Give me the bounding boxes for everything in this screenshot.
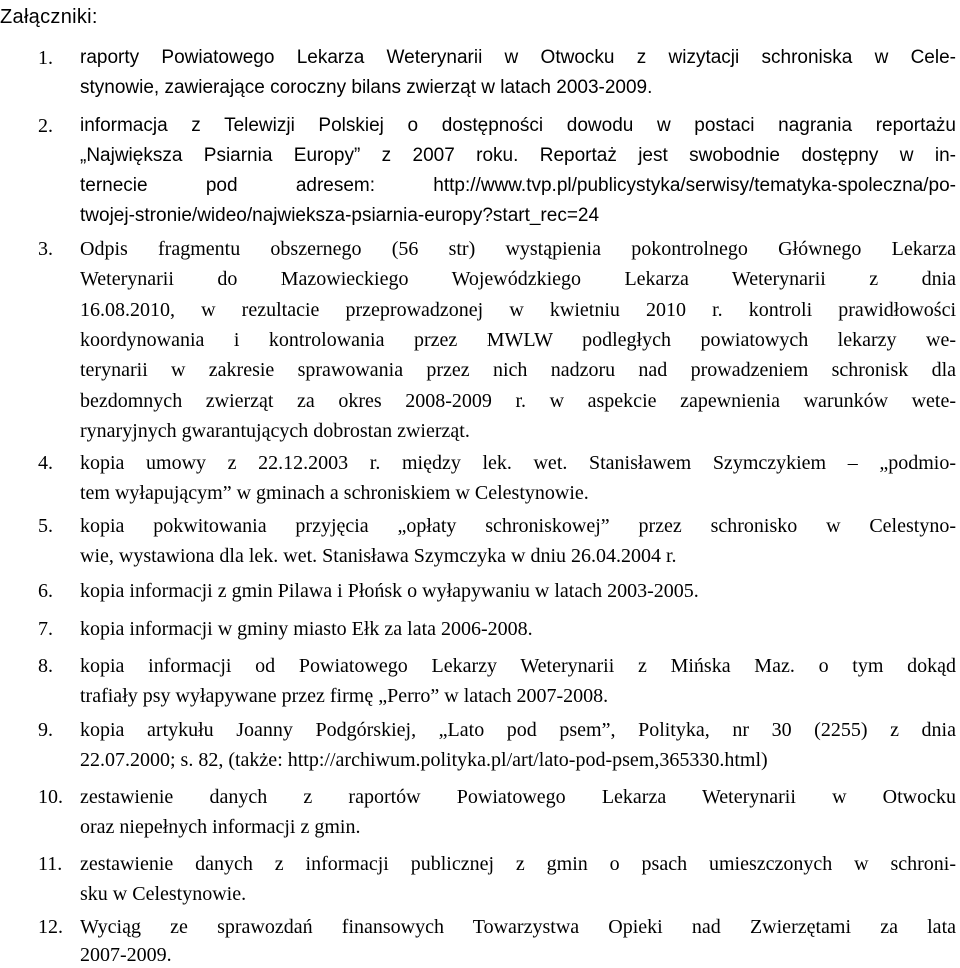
item-number: 3.: [38, 238, 53, 260]
item-line: Wyciąg ze sprawozdań finansowych Towarzystwa Opieki nad Zwierzętami za lata: [80, 916, 956, 938]
item-line: bezdomnych zwierząt za okres 2008-2009 r. w aspekcie zapewnienia warunków wete-: [80, 390, 956, 412]
item-number: 1.: [38, 47, 53, 69]
item-line: sku w Celestynowie.: [80, 883, 247, 905]
item-number: 5.: [38, 515, 53, 537]
item-number: 10.: [38, 786, 63, 808]
item-line: „Największa Psiarnia Europy” z 2007 roku. Reportaż jest swobodnie dostępny w in-: [80, 145, 956, 166]
item-number: 8.: [38, 655, 53, 677]
item-line: stynowie, zawierające coroczny bilans zwierząt w latach 2003-2009.: [80, 77, 653, 98]
item-number: 9.: [38, 719, 53, 741]
item-line: kopia informacji z gmin Pilawa i Płońsk o wyłapywaniu w latach 2003-2005.: [80, 580, 699, 602]
item-line: wie, wystawiona dla lek. wet. Stanisława Szymczyka w dniu 26.04.2004 r.: [80, 545, 677, 567]
item-line: raporty Powiatowego Lekarza Weterynarii w Otwocku z wizytacji schroniska w Cele-: [80, 47, 956, 68]
item-line: 16.08.2010, w rezultacie przeprowadzonej w kwietniu 2010 r. kontroli prawidłowości: [80, 299, 956, 321]
item-line: Odpis fragmentu obszernego (56 str) wystąpienia pokontrolnego Głównego Lekarza: [80, 238, 956, 260]
item-line: zestawienie danych z informacji publicznej z gmin o psach umieszczonych w schroni-: [80, 853, 956, 875]
item-line: oraz niepełnych informacji z gmin.: [80, 816, 361, 838]
item-line: zestawienie danych z raportów Powiatowego Lekarza Weterynarii w Otwocku: [80, 786, 956, 808]
item-line: 2007-2009.: [80, 944, 172, 966]
item-line: 22.07.2000; s. 82, (także: http://archiwum.polityka.pl/art/lato-pod-psem,365330.html): [80, 749, 768, 771]
item-line: kopia informacji od Powiatowego Lekarzy Weterynarii z Mińska Maz. o tym dokąd: [80, 655, 956, 677]
item-line: kopia informacji w gminy miasto Ełk za lata 2006-2008.: [80, 618, 533, 640]
item-line: twojej-stronie/wideo/najwieksza-psiarnia-europy?start_rec=24: [80, 205, 600, 226]
item-line: rynaryjnych gwarantujących dobrostan zwierząt.: [80, 420, 470, 442]
item-line: Weterynarii do Mazowieckiego Wojewódzkiego Lekarza Weterynarii z dnia: [80, 268, 956, 290]
item-line: kopia artykułu Joanny Podgórskiej, „Lato pod psem”, Polityka, nr 30 (2255) z dnia: [80, 719, 956, 741]
item-line: ternecie pod adresem: http://www.tvp.pl/publicystyka/serwisy/tematyka-spoleczna/po-: [80, 175, 956, 196]
item-number: 11.: [38, 853, 63, 875]
item-line: kopia pokwitowania przyjęcia „opłaty schroniskowej” przez schronisko w Celestyno-: [80, 515, 956, 537]
item-number: 2.: [38, 115, 53, 137]
item-line: trafiały psy wyłapywane przez firmę „Perro” w latach 2007-2008.: [80, 685, 609, 707]
attachments-heading: Załączniki:: [0, 6, 98, 28]
item-number: 7.: [38, 618, 53, 640]
item-line: terynarii w zakresie sprawowania przez nich nadzoru nad prowadzeniem schronisk dla: [80, 359, 956, 381]
item-line: informacja z Telewizji Polskiej o dostępności dowodu w postaci nagrania reportażu: [80, 115, 956, 136]
item-line: koordynowania i kontrolowania przez MWLW podległych powiatowych lekarzy we-: [80, 329, 956, 351]
item-number: 6.: [38, 580, 53, 602]
item-number: 12.: [38, 916, 63, 938]
item-number: 4.: [38, 452, 53, 474]
item-line: kopia umowy z 22.12.2003 r. między lek. wet. Stanisławem Szymczykiem – „podmio-: [80, 452, 956, 474]
item-line: tem wyłapującym” w gminach a schroniskiem w Celestynowie.: [80, 482, 589, 504]
